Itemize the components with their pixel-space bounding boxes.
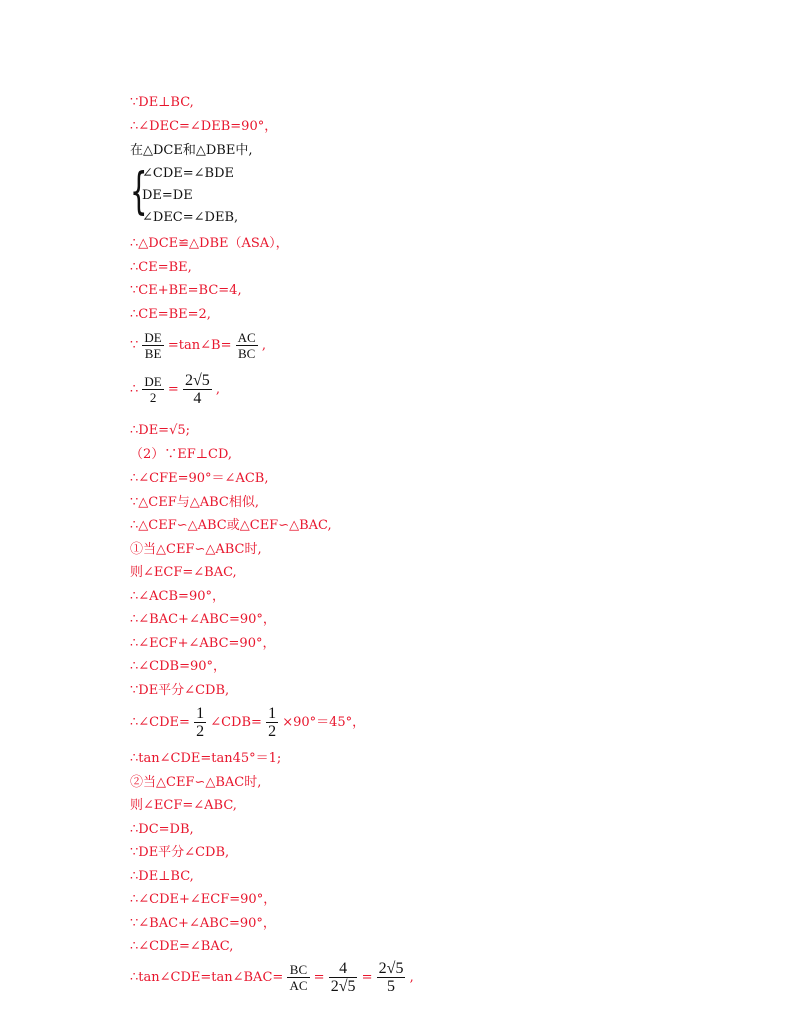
fraction (287, 962, 309, 993)
fraction (194, 705, 206, 740)
text-line: （2）∵EF⊥CD, (130, 447, 233, 462)
text-line: 则∠ECF=∠ABC, (130, 798, 237, 813)
brace-symbol: { (130, 162, 148, 220)
fraction (329, 960, 358, 995)
math-text: = (313, 970, 325, 985)
text-line: ∴DC=DB, (130, 822, 194, 837)
text-line: ∴∠CDE+∠ECF=90°， (130, 892, 277, 907)
text-line: ①当△CEF∽△ABC时, (130, 542, 262, 557)
denominator: 2 (196, 723, 205, 740)
denominator: 4 (193, 390, 202, 407)
denominator: 5 (387, 978, 396, 995)
math-text: ×90°＝45°， (282, 715, 366, 730)
denominator: 2 (268, 723, 277, 740)
text-line: ∵DE平分∠CDB, (130, 683, 230, 698)
fraction (142, 330, 163, 361)
numerator: 2√5 (184, 372, 210, 389)
numerator: 2√5 (378, 960, 404, 977)
fraction (183, 372, 212, 407)
text-line: ∴∠ECF+∠ABC=90°， (130, 636, 276, 651)
math-text: =tan∠B= (167, 338, 232, 353)
math-line-cde-45 (130, 705, 365, 740)
fraction (377, 960, 406, 995)
math-line-de-over-2 (130, 372, 220, 407)
text-line: 在△DCE和△DBE中, (130, 143, 253, 158)
text-line: ∵DE⊥BC, (130, 95, 194, 110)
numerator: 1 (196, 705, 205, 722)
fraction (142, 374, 163, 405)
text-line: ∵∠BAC+∠ABC=90°， (130, 916, 276, 931)
math-text: , (215, 382, 221, 397)
denominator: AC (289, 978, 308, 993)
denominator: 2 (149, 390, 157, 405)
system-row: ∠CDE=∠BDE (142, 166, 235, 181)
text-line: ∴∠DEC=∠DEB=90°， (130, 119, 278, 134)
text-line: ∴△DCE≌△DBE（ASA）， (130, 236, 289, 251)
text-line: 则∠ECF=∠BAC, (130, 565, 237, 580)
text-line: ∵CE+BE=BC=4, (130, 283, 242, 298)
math-text: ∴∠CDE= (130, 715, 190, 730)
text-line: ∴∠CFE=90°＝∠ACB, (130, 471, 269, 486)
numerator: 4 (329, 960, 358, 978)
math-text: , (409, 970, 414, 985)
denominator: BC (237, 346, 256, 361)
fraction (236, 330, 258, 361)
fraction (266, 705, 278, 740)
numerator: BC (287, 962, 309, 978)
math-text: ∴ (130, 382, 139, 397)
text-line: ∴∠CDB=90°， (130, 659, 227, 674)
text-line: ∴CE=BE, (130, 260, 192, 275)
numerator: 1 (268, 705, 277, 722)
text-line: ∴∠BAC+∠ABC=90°， (130, 612, 276, 627)
math-text: ∠CDB= (210, 715, 262, 730)
text-line: ∴DE=√5; (130, 423, 191, 438)
denominator: BE (144, 346, 162, 361)
math-text: ∵ (130, 338, 139, 353)
text-line: ∴∠CDE=∠BAC, (130, 939, 234, 954)
text-line: ∵DE平分∠CDB, (130, 845, 230, 860)
system-row: DE=DE (142, 188, 193, 203)
equation-system (130, 162, 250, 226)
math-text: = (167, 382, 179, 397)
system-row: ∠DEC=∠DEB, (142, 210, 239, 225)
text-line: ∴CE=BE=2, (130, 307, 211, 322)
text-line: ②当△CEF∽△BAC时, (130, 775, 262, 790)
math-text: ∴tan∠CDE=tan∠BAC= (130, 970, 284, 985)
text-line: ∴tan∠CDE=tan45°＝1; (130, 751, 282, 766)
numerator: DE (144, 374, 162, 389)
math-text: , (261, 338, 266, 353)
numerator: DE (144, 330, 162, 345)
text-line: ∴∠ACB=90°， (130, 589, 225, 604)
math-text: = (361, 970, 373, 985)
denominator: 2√5 (330, 978, 356, 995)
numerator: AC (237, 330, 256, 345)
math-line-tan-bac (130, 960, 414, 995)
math-line-tan-b (130, 330, 266, 361)
text-line: ∵△CEF与△ABC相似, (130, 495, 259, 510)
text-line: ∴△CEF∽△ABC或△CEF∽△BAC, (130, 518, 332, 533)
text-line: ∴DE⊥BC, (130, 869, 194, 884)
